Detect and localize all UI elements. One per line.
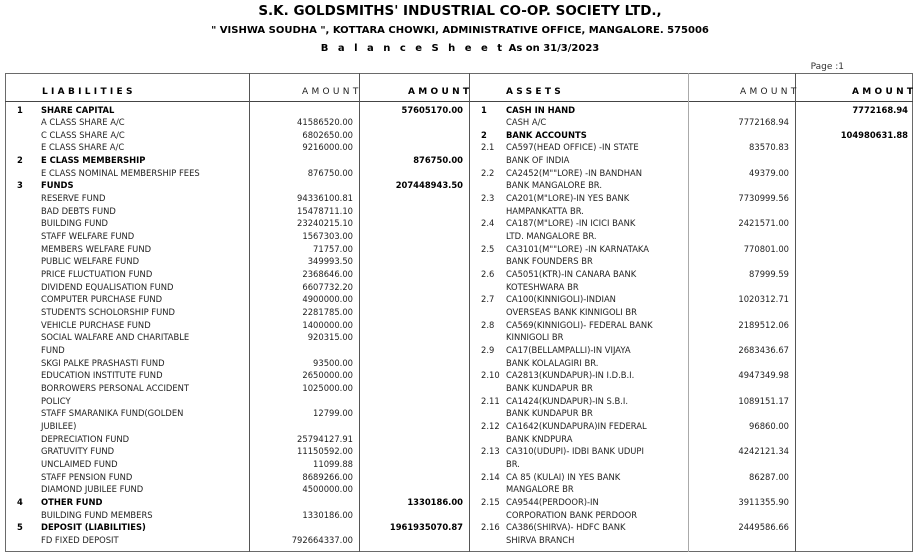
line-item-amount: 1567303.00 — [302, 231, 353, 242]
line-item-label: DIAMOND JUBILEE FUND — [41, 484, 144, 495]
liabilities-header: LIABILITIES — [42, 87, 136, 97]
line-item-label: KOTESHWARA BR — [506, 281, 579, 292]
line-item-amount: 25794127.91 — [297, 433, 353, 444]
line-item-label: E CLASS NOMINAL MEMBERSHIP FEES — [41, 167, 200, 178]
line-item-label: DIVIDEND EQUALISATION FUND — [41, 281, 174, 292]
line-item-amount: 4242121.34 — [738, 446, 789, 457]
line-item-amount: 87999.59 — [749, 269, 789, 280]
line-item-label: KINNIGOLI BR — [506, 332, 564, 343]
row-number: 2.7 — [481, 294, 495, 305]
section-total: 104980631.88 — [840, 129, 908, 140]
line-item-label: COMPUTER PURCHASE FUND — [41, 294, 163, 305]
line-item-label: GRATUVITY FUND — [41, 446, 115, 457]
line-item-label: CA2813(KUNDAPUR)-IN I.D.B.I. — [506, 370, 635, 381]
line-item-amount: 1089151.17 — [738, 395, 789, 406]
line-item-label: LTD. MANGALORE BR. — [506, 231, 597, 242]
line-item-amount: 6802650.00 — [302, 129, 353, 140]
line-item-label: BR. — [506, 458, 520, 469]
line-item-label: HAMPANKATTA BR. — [506, 205, 584, 216]
line-item-label: C CLASS SHARE A/C — [41, 129, 125, 140]
row-number: 2.8 — [481, 319, 495, 330]
line-item-amount: 4947349.98 — [738, 370, 789, 381]
header-divider — [5, 101, 913, 102]
line-item-label: CASH A/C — [506, 117, 547, 128]
line-item-label: MEMBERS WELFARE FUND — [41, 243, 152, 254]
line-item-label: CA9544(PERDOOR)-IN — [506, 496, 599, 507]
assets-amount-header: AMOUNT — [740, 87, 800, 97]
row-number: 2.5 — [481, 243, 495, 254]
line-item-label: SKGI PALKE PRASHASTI FUND — [41, 357, 165, 368]
line-item-label: VEHICLE PURCHASE FUND — [41, 319, 151, 330]
row-number: 4 — [17, 496, 23, 507]
line-item-label: SHIRVA BRANCH — [506, 534, 575, 545]
line-item-label: CORPORATION BANK PERDOOR — [506, 509, 638, 520]
line-item-label: STUDENTS SCHOLORSHIP FUND — [41, 307, 175, 318]
line-item-amount: 12799.00 — [313, 408, 353, 419]
section-heading: SHARE CAPITAL — [41, 104, 115, 115]
row-number: 2.15 — [481, 496, 500, 507]
line-item-amount: 1400000.00 — [302, 319, 353, 330]
line-item-amount: 2683436.67 — [738, 345, 789, 356]
line-item-label: OVERSEAS BANK KINNIGOLI BR — [506, 307, 637, 318]
line-item-label: CA 85 (KULAI) IN YES BANK — [506, 471, 621, 482]
line-item-amount: 2650000.00 — [302, 370, 353, 381]
line-item-label: BAD DEBTS FUND — [41, 205, 116, 216]
line-item-amount: 2368646.00 — [302, 269, 353, 280]
section-heading: E CLASS MEMBERSHIP — [41, 155, 146, 166]
report-title — [0, 43, 920, 54]
row-number: 3 — [17, 180, 23, 191]
line-item-label: CA201(M"LORE)-IN YES BANK — [506, 193, 630, 204]
line-item-amount: 349993.50 — [307, 256, 353, 267]
line-item-amount: 8689266.00 — [302, 471, 353, 482]
section-total: 7772168.94 — [852, 104, 908, 115]
line-item-label: CA310(UDUPI)- IDBI BANK UDUPI — [506, 446, 644, 457]
line-item-label: CA5051(KTR)-IN CANARA BANK — [506, 269, 637, 280]
line-item-label: UNCLAIMED FUND — [41, 458, 118, 469]
line-item-amount: 920315.00 — [307, 332, 353, 343]
line-item-label: BANK KUNDAPUR BR — [506, 383, 593, 394]
line-item-amount: 1020312.71 — [738, 294, 789, 305]
line-item-amount: 7730999.56 — [738, 193, 789, 204]
line-item-amount: 23240215.10 — [297, 218, 353, 229]
line-item-label: BANK KOLALAGIRI BR. — [506, 357, 599, 368]
row-number: 2 — [481, 129, 487, 140]
column-divider — [359, 73, 360, 552]
section-total: 1330186.00 — [407, 496, 463, 507]
section-heading: CASH IN HAND — [506, 104, 576, 115]
line-item-label: SOCIAL WALFARE AND CHARITABLE — [41, 332, 190, 343]
line-item-label: BANK OF INDIA — [506, 155, 570, 166]
liabilities-total-header: AMOUNT — [408, 87, 473, 97]
line-item-amount: 6607732.20 — [302, 281, 353, 292]
row-number: 2.1 — [481, 142, 495, 153]
line-item-amount: 9216000.00 — [302, 142, 353, 153]
row-number: 2.3 — [481, 193, 495, 204]
line-item-amount: 2421571.00 — [738, 218, 789, 229]
line-item-amount: 41586520.00 — [297, 117, 353, 128]
organization-name: S.K. GOLDSMITHS' INDUSTRIAL CO-OP. SOCIETY LTD., — [258, 3, 662, 19]
line-item-amount: 11099.88 — [313, 458, 353, 469]
assets-header: ASSETS — [506, 87, 565, 97]
section-total: 1961935070.87 — [389, 522, 463, 533]
line-item-amount: 4500000.00 — [302, 484, 353, 495]
section-total: 57605170.00 — [401, 104, 463, 115]
line-item-label: BUILDING FUND — [41, 218, 109, 229]
liabilities-amount-header: AMOUNT — [302, 87, 362, 97]
line-item-amount: 71757.00 — [313, 243, 353, 254]
line-item-label: BANK MANGALORE BR. — [506, 180, 602, 191]
row-number: 2.14 — [481, 471, 500, 482]
row-number: 2.10 — [481, 370, 500, 381]
line-item-label: CA569(KINNIGOLI)- FEDERAL BANK — [506, 319, 653, 330]
line-item-label: BUILDING FUND MEMBERS — [41, 509, 153, 520]
line-item-label: CA2452(M""LORE) -IN BANDHAN — [506, 167, 642, 178]
line-item-label: CA187(M"LORE) -IN ICICI BANK — [506, 218, 636, 229]
line-item-label: CA1642(KUNDAPURA)IN FEDERAL — [506, 421, 647, 431]
line-item-amount: 4900000.00 — [302, 294, 353, 305]
line-item-amount: 15478711.10 — [297, 205, 353, 216]
organization-address: " VISHWA SOUDHA ", KOTTARA CHOWKI, ADMINISTRATIVE OFFICE, MANGALORE. 575006 — [211, 25, 709, 36]
section-total: 876750.00 — [413, 155, 463, 166]
section-total: 207448943.50 — [395, 180, 463, 191]
column-divider — [795, 73, 796, 552]
section-heading: OTHER FUND — [41, 496, 103, 507]
line-item-label: EDUCATION INSTITUTE FUND — [41, 370, 163, 381]
line-item-amount: 11150592.00 — [297, 446, 353, 457]
row-number: 2.11 — [481, 395, 500, 406]
page-number: Page :1 — [810, 62, 844, 72]
line-item-label: JUBILEE) — [41, 421, 77, 431]
line-item-amount: 7772168.94 — [738, 117, 789, 128]
line-item-amount: 3911355.90 — [738, 496, 789, 507]
row-number: 2.13 — [481, 446, 500, 457]
line-item-label: PRICE FLUCTUATION FUND — [41, 269, 153, 280]
line-item-label: CA100(KINNIGOLI)-INDIAN — [506, 294, 616, 305]
line-item-label: BANK FOUNDERS BR — [506, 256, 593, 267]
line-item-label: CA597(HEAD OFFICE) -IN STATE — [506, 142, 639, 153]
line-item-amount: 49379.00 — [749, 167, 789, 178]
row-number: 1 — [17, 104, 23, 115]
row-number: 2.6 — [481, 269, 495, 280]
line-item-label: RESERVE FUND — [41, 193, 106, 204]
report-date: As on 31/3/2023 — [508, 43, 600, 54]
row-number: 2.12 — [481, 421, 500, 431]
line-item-label: BANK KUNDAPUR BR — [506, 408, 593, 419]
column-divider — [469, 73, 470, 552]
line-item-amount: 2189512.06 — [738, 319, 789, 330]
row-number: 2 — [17, 155, 23, 166]
line-item-amount: 1025000.00 — [302, 383, 353, 394]
row-number: 2.2 — [481, 167, 495, 178]
line-item-amount: 792664337.00 — [291, 534, 353, 545]
report-title-main: B a l a n c e S h e e t — [320, 43, 506, 54]
line-item-label: BORROWERS PERSONAL ACCIDENT — [41, 383, 190, 394]
line-item-amount: 1330186.00 — [302, 509, 353, 520]
line-item-amount: 94336100.81 — [297, 193, 353, 204]
line-item-amount: 93500.00 — [313, 357, 353, 368]
line-item-amount: 83570.83 — [749, 142, 789, 153]
line-item-amount: 2449586.66 — [738, 522, 789, 533]
line-item-label: A CLASS SHARE A/C — [41, 117, 125, 128]
line-item-label: STAFF WELFARE FUND — [41, 231, 135, 242]
row-number: 2.4 — [481, 218, 495, 229]
section-heading: FUNDS — [41, 180, 74, 191]
line-item-label: POLICY — [41, 395, 71, 406]
line-item-label: CA17(BELLAMPALLI)-IN VIJAYA — [506, 345, 631, 356]
line-item-label: FD FIXED DEPOSIT — [41, 534, 119, 545]
line-item-label: STAFF SMARANIKA FUND(GOLDEN — [41, 408, 184, 419]
line-item-amount: 2281785.00 — [302, 307, 353, 318]
line-item-label: FUND — [41, 345, 65, 356]
line-item-label: CA386(SHIRVA)- HDFC BANK — [506, 522, 626, 533]
line-item-label: BANK KNDPURA — [506, 433, 573, 444]
assets-total-header: AMOUNT — [852, 87, 917, 97]
line-item-label: STAFF PENSION FUND — [41, 471, 133, 482]
line-item-label: DEPRECIATION FUND — [41, 433, 130, 444]
section-heading: BANK ACCOUNTS — [506, 129, 587, 140]
line-item-amount: 770801.00 — [743, 243, 789, 254]
row-number: 1 — [481, 104, 487, 115]
row-number: 2.9 — [481, 345, 495, 356]
row-number: 5 — [17, 522, 23, 533]
line-item-label: CA3101(M""LORE) -IN KARNATAKA — [506, 243, 650, 254]
line-item-amount: 876750.00 — [307, 167, 353, 178]
line-item-label: PUBLIC WELFARE FUND — [41, 256, 140, 267]
line-item-amount: 96860.00 — [749, 421, 789, 431]
line-item-label: E CLASS SHARE A/C — [41, 142, 125, 153]
row-number: 2.16 — [481, 522, 500, 533]
line-item-label: MANGALORE BR — [506, 484, 574, 495]
section-heading: DEPOSIT (LIABILITIES) — [41, 522, 146, 533]
line-item-amount: 86287.00 — [749, 471, 789, 482]
line-item-label: CA1424(KUNDAPUR)-IN S.B.I. — [506, 395, 629, 406]
